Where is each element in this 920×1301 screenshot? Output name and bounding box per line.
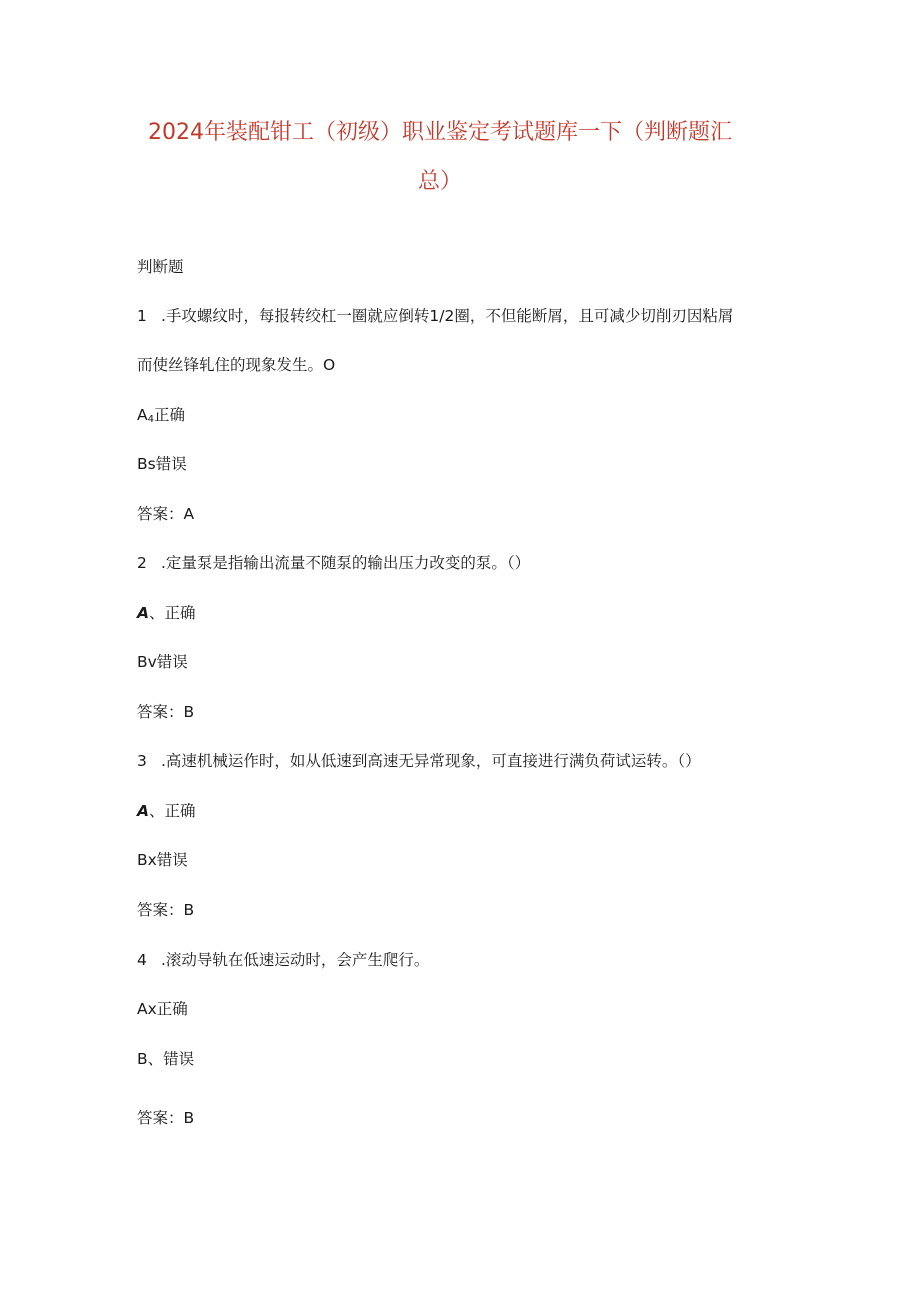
question-text: .手攻螺纹时，每报转绞杠一圈就应倒转1/2圈，不但能断屑，且可减少切削刃因粘屑 [161, 307, 734, 325]
question-2-option-b: Bv错误 [137, 653, 188, 671]
question-2-option-a [137, 603, 196, 623]
document-title-line-1: 2024年装配钳工（初级）职业鉴定考试题库一下（判断题汇 [148, 120, 732, 145]
question-2-text [137, 553, 530, 573]
document-title-line-2: 总） [417, 169, 462, 194]
question-2-answer: 答案：B [137, 703, 195, 721]
question-number: 2 [137, 554, 147, 572]
question-text: .高速机械运作时，如从低速到高速无异常现象，可直接进行满负荷试运转。（） [161, 752, 701, 770]
option-letter: A [137, 604, 149, 622]
option-text: 、正确 [149, 802, 196, 820]
question-4-option-b: B、错误 [137, 1050, 195, 1068]
question-text: .滚动导轨在低速运动时，会产生爬行。 [161, 951, 430, 969]
question-number: 3 [137, 752, 147, 770]
question-number: 4 [137, 951, 147, 969]
option-text: 正确 [153, 406, 185, 424]
question-3-answer: 答案：B [137, 901, 195, 919]
question-1-option-b: Bs错误 [137, 455, 187, 473]
question-1-option-a [137, 405, 185, 430]
question-4-text [137, 950, 429, 970]
option-text: 、正确 [149, 604, 196, 622]
question-1-text-line-2: 而使丝锋轧住的现象发生。O [137, 356, 336, 374]
question-3-text [137, 751, 701, 771]
question-3-option-a [137, 801, 196, 821]
question-4-answer: 答案：B [137, 1109, 195, 1127]
question-1-text-line-1 [137, 306, 733, 326]
option-separator: 4 [147, 414, 154, 425]
question-4-option-a: Ax正确 [137, 1000, 188, 1018]
option-letter: A [137, 406, 148, 424]
question-3-option-b: Bx错误 [137, 851, 188, 869]
question-number: 1 [137, 307, 147, 325]
section-heading: 判断题 [137, 258, 184, 276]
question-text: .定量泵是指输出流量不随泵的输出压力改变的泵。（） [161, 554, 531, 572]
option-letter: A [137, 802, 149, 820]
question-1-answer: 答案：A [137, 505, 195, 523]
